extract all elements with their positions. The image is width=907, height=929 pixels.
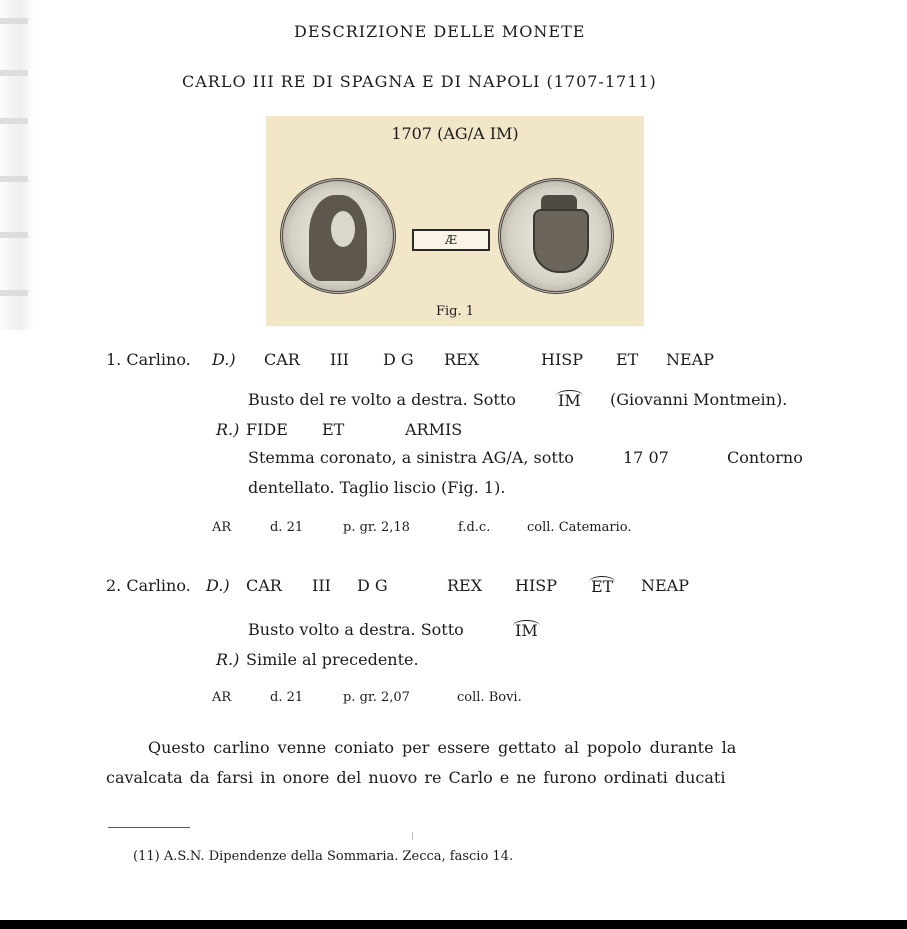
plate-title: 1707 (AG/A IM): [391, 124, 519, 143]
entry-2-obverse-label: D.): [206, 576, 230, 595]
metal: AR: [212, 520, 232, 535]
reverse-legend-word: ARMIS: [405, 420, 463, 439]
mint-mark: IM: [515, 621, 538, 640]
metal-mark-box: Æ: [412, 229, 490, 251]
diameter: d. 21: [270, 690, 304, 705]
coin-plate: [266, 116, 644, 326]
paragraph-line-1: Questo carlino venne coniato per essere gettato al popolo durante la: [148, 738, 737, 757]
mint-mark: IM: [558, 391, 581, 410]
collection: coll. Catemario.: [527, 520, 632, 535]
entry-2-label: 2. Carlino.: [106, 576, 191, 595]
legend-word: CAR: [264, 350, 300, 369]
legend-word: D G: [383, 350, 414, 369]
obverse-coin-image: [280, 178, 396, 294]
entry-1-label: 1. Carlino.: [106, 350, 191, 369]
entry-1-description-start: Busto del re volto a destra. Sotto: [248, 390, 516, 409]
page-subtitle: CARLO III RE DI SPAGNA E DI NAPOLI (1707-1711): [182, 72, 657, 91]
legend-word: REX: [447, 576, 483, 595]
legend-word: HISP: [541, 350, 583, 369]
reverse-coin-image: [498, 178, 614, 294]
legend-word: REX: [444, 350, 480, 369]
reverse-year: 17 07: [623, 448, 669, 467]
page-bottom-edge: [0, 920, 907, 929]
legend-word: D G: [357, 576, 388, 595]
legend-word: ET: [616, 350, 639, 369]
footnote: (11) A.S.N. Dipendenze della Sommaria. Zecca, fascio 14.: [133, 849, 514, 864]
collection: coll. Bovi.: [457, 690, 522, 705]
entry-2-description: Busto volto a destra. Sotto: [248, 620, 464, 639]
legend-word: NEAP: [641, 576, 689, 595]
legend-word: III: [330, 350, 349, 369]
entry-1-reverse-label: R.): [216, 420, 240, 439]
entry-1-description-end: (Giovanni Montmein).: [610, 390, 788, 409]
reverse-legend-word: FIDE: [246, 420, 288, 439]
page-title: DESCRIZIONE DELLE MONETE: [294, 22, 586, 41]
entry-2-reverse-label: R.): [216, 650, 240, 669]
footnote-rule: [108, 827, 190, 828]
legend-word: NEAP: [666, 350, 714, 369]
weight: p. gr. 2,07: [343, 690, 410, 705]
shield-figure: [533, 209, 589, 273]
paragraph-line-2: cavalcata da farsi in onore del nuovo re Carlo e ne furono ordinati ducati: [106, 768, 726, 787]
entry-2-reverse-description: Simile al precedente.: [246, 650, 419, 669]
legend-word: ET: [591, 577, 614, 596]
legend-word: HISP: [515, 576, 557, 595]
legend-word: III: [312, 576, 331, 595]
grade: f.d.c.: [458, 520, 491, 535]
entry-1-reverse-description: Stemma coronato, a sinistra AG/A, sotto: [248, 448, 574, 467]
scan-mark: [412, 832, 413, 840]
weight: p. gr. 2,18: [343, 520, 410, 535]
legend-word: CAR: [246, 576, 282, 595]
entry-1-contorno: Contorno: [727, 448, 803, 467]
binding-gutter: [0, 0, 34, 330]
entry-1-reverse-description-2: dentellato. Taglio liscio (Fig. 1).: [248, 478, 506, 497]
figure-caption: Fig. 1: [435, 304, 475, 319]
diameter: d. 21: [270, 520, 304, 535]
entry-1-obverse-label: D.): [212, 350, 236, 369]
reverse-legend-word: ET: [322, 420, 345, 439]
bust-face: [331, 211, 355, 247]
metal: AR: [212, 690, 232, 705]
